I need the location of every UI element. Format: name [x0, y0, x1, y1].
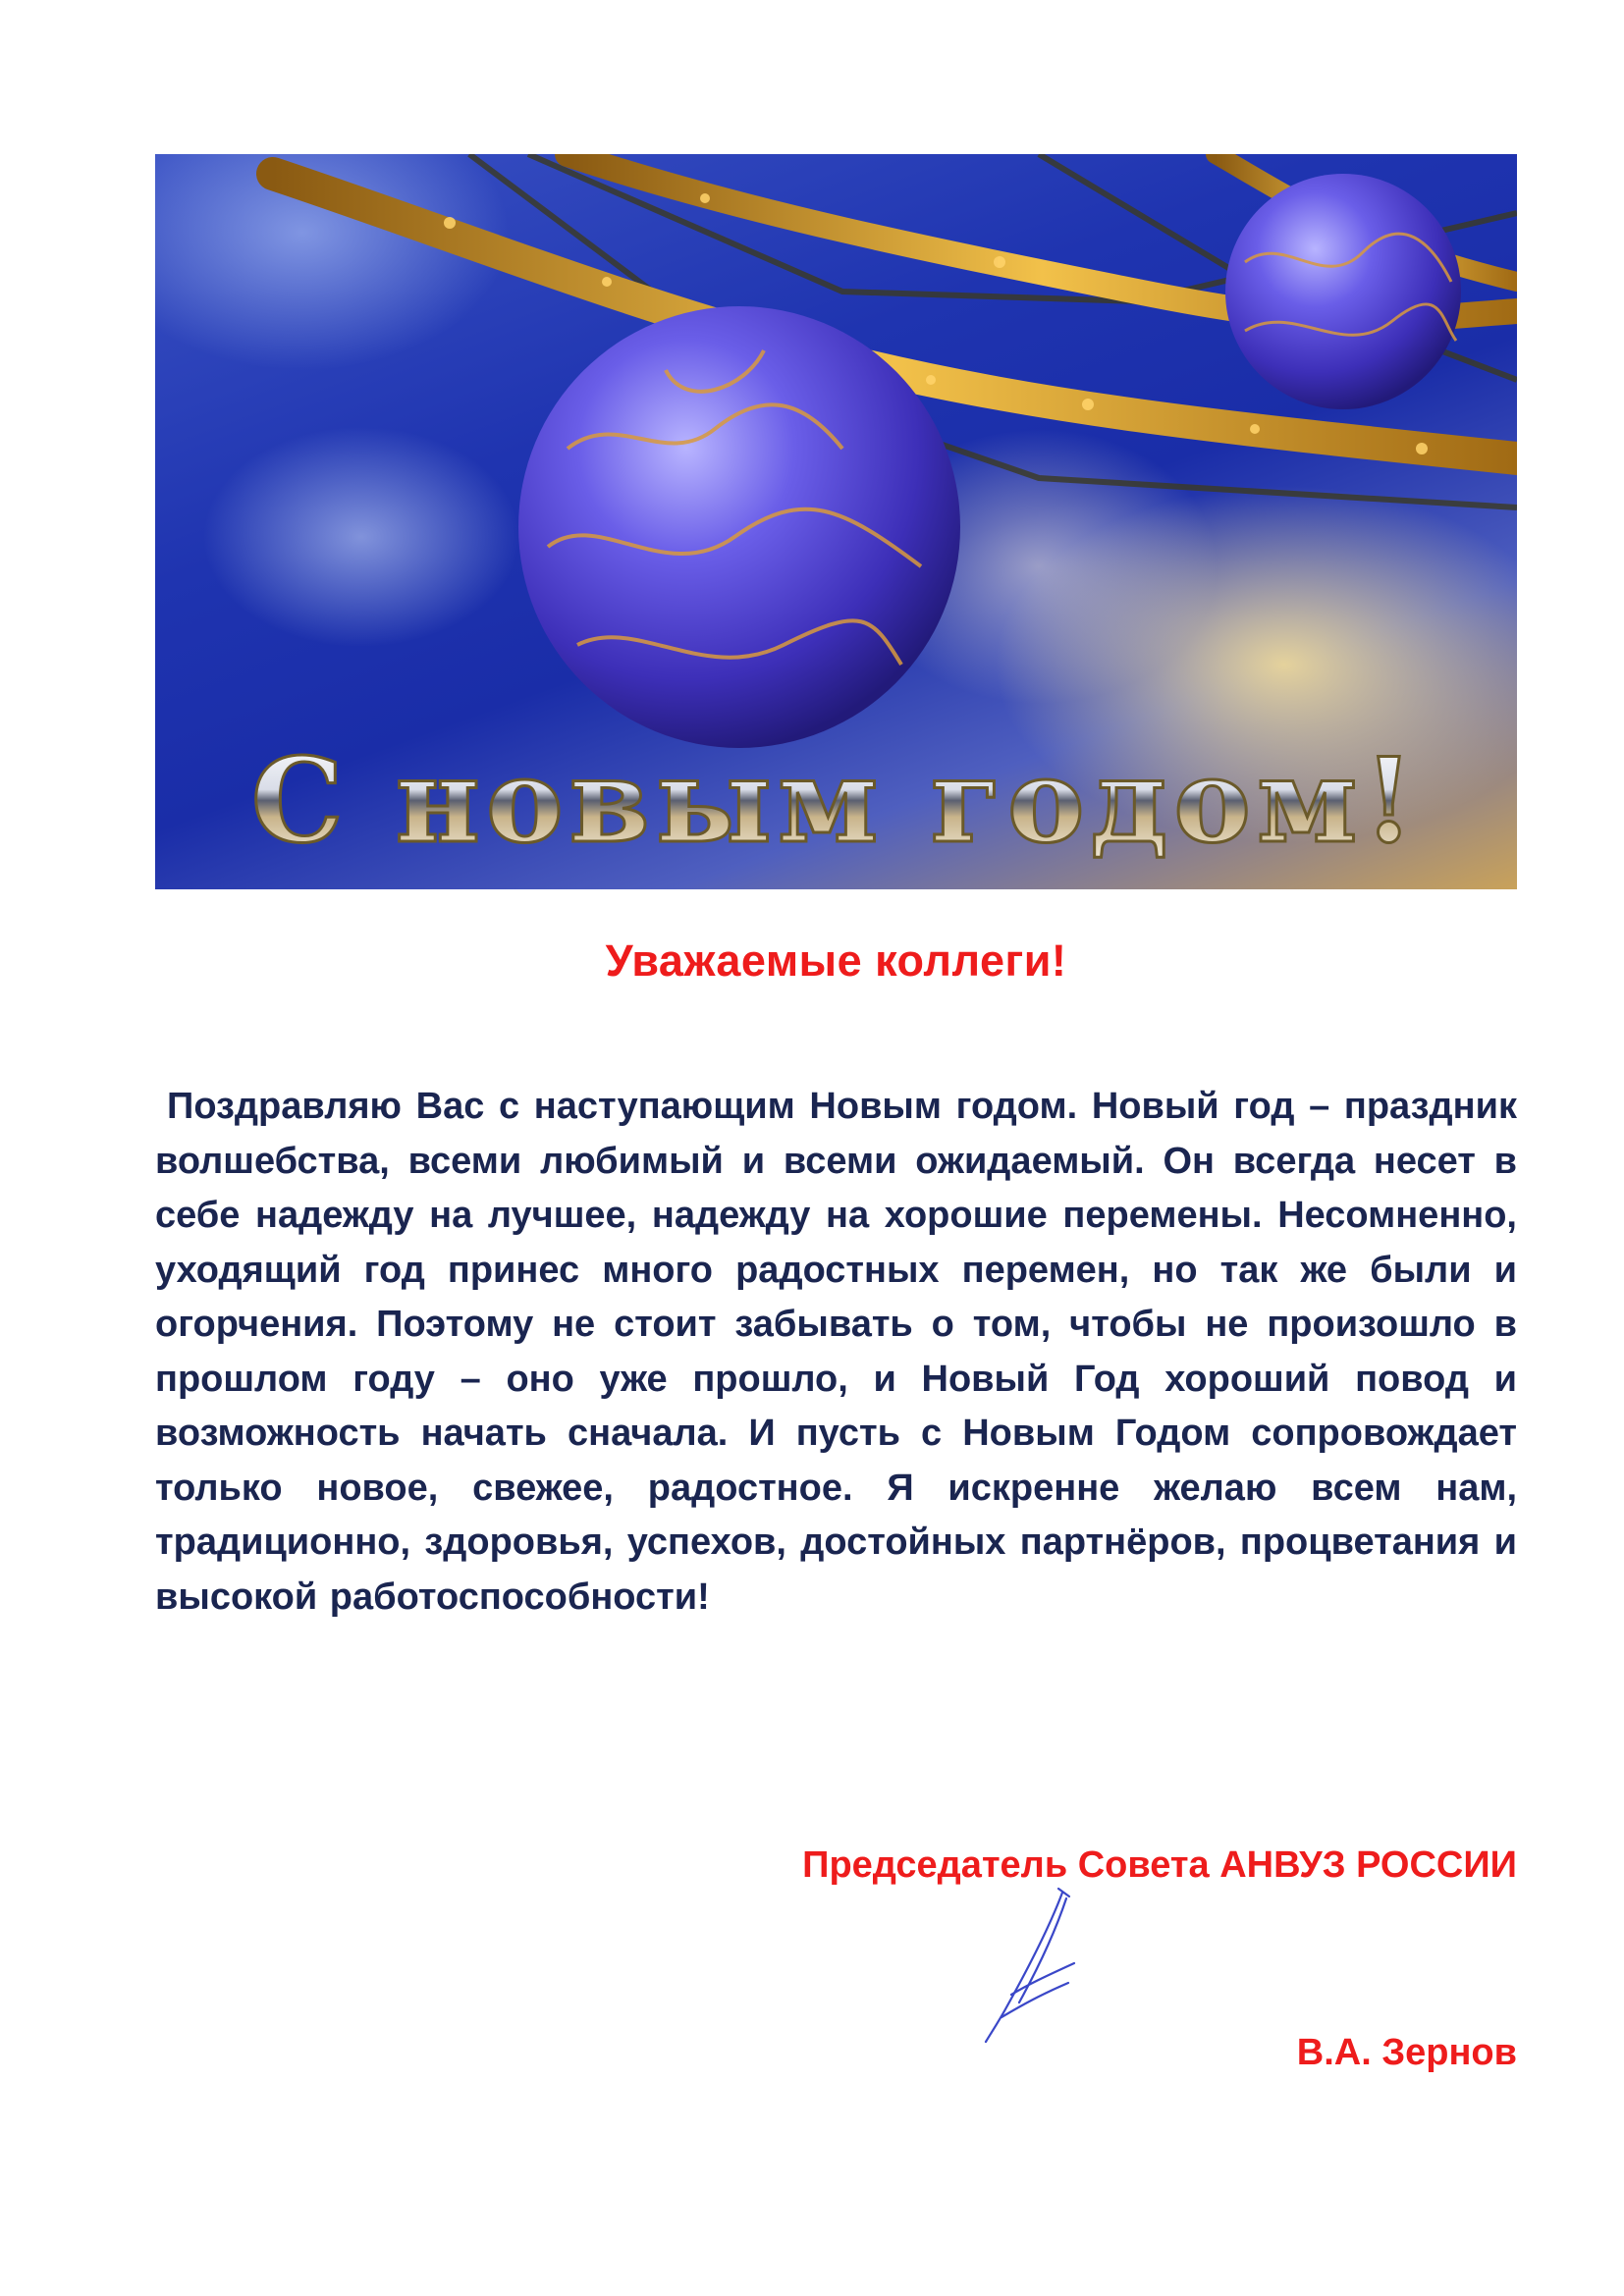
- ornament-ball-small: [1225, 174, 1461, 409]
- handwritten-signature: [972, 1885, 1090, 2052]
- banner-greeting: С новым годом!: [250, 732, 1421, 869]
- new-year-banner: [155, 154, 1517, 889]
- letter-heading: Уважаемые коллеги!: [605, 935, 1067, 986]
- ornament-ball-large: [518, 306, 960, 748]
- letter-body: Поздравляю Вас с наступающим Новым годом. Новый год – праздник волшебства, всеми любимый и всеми ожидаемый. Он всегда несет в себе надежду на лучшее, надежду на хорошие перемены. Несомненно, уходящий год принес много радостных перемен, но так же были и огорчения. Поэтому не стоит забывать о том, чтобы не произошло в прошлом году – оно уже прошло, и Новый Год хороший повод и возможность начать сначала. И пусть с Новым Годом сопровождает только новое, свежее, радостное. Я искренне желаю всем нам, традиционно, здоровья, успехов, достойных партнёров, процветания и высокой работоспособности!: [155, 1086, 1517, 1618]
- signature-role: Председатель Совета АНВУЗ РОССИИ: [802, 1844, 1517, 1886]
- signature-name: В.А. Зернов: [1296, 2032, 1517, 2073]
- banner-illustration: [155, 154, 1517, 889]
